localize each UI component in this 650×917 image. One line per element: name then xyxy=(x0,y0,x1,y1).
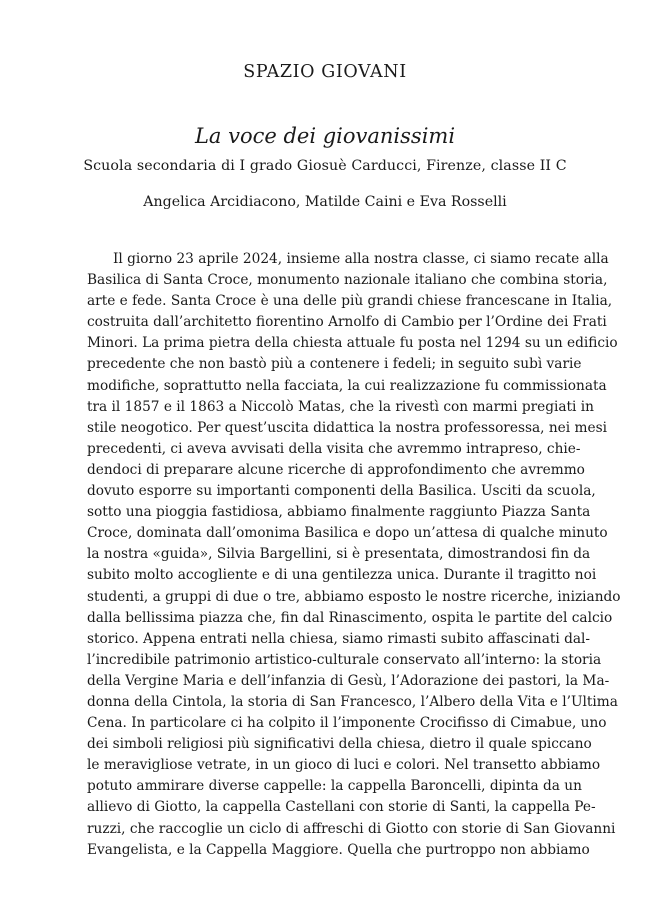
body-line: l’incredibile patrimonio artistico-culturale conservato all’interno: la storia xyxy=(87,651,602,668)
body-line: studenti, a gruppi di due o tre, abbiamo esposto le nostre ricerche, iniziando xyxy=(87,588,621,605)
body-line: dovuto esporre su importanti componenti della Basilica. Usciti da scuola, xyxy=(87,483,596,500)
body-line: precedenti, ci aveva avvisati della visita che avremmo intrapreso, chie- xyxy=(87,440,581,457)
body-line: subito molto accogliente e di una gentilezza unica. Durante il tragitto noi xyxy=(87,567,597,584)
article-title: La voce dei giovanissimi xyxy=(194,124,456,148)
body-line: stile neogotico. Per quest’uscita didattica la nostra professoressa, nei mesi xyxy=(87,419,607,436)
body-line: arte e fede. Santa Croce è una delle più grandi chiese francescane in Italia, xyxy=(87,293,613,310)
body-line: costruita dall’architetto fiorentino Arnolfo di Cambio per l’Ordine dei Frati xyxy=(87,314,607,331)
body-line: potuto ammirare diverse cappelle: la cappella Baroncelli, dipinta da un xyxy=(87,778,582,795)
body-line: modifiche, soprattutto nella facciata, la cui realizzazione fu commissionata xyxy=(87,377,607,394)
body-line: Croce, dominata dall’omonima Basilica e dopo un’attesa di qualche minuto xyxy=(87,525,608,542)
body-line: dendoci di preparare alcune ricerche di approfondimento che avremmo xyxy=(87,461,585,478)
body-line: Basilica di Santa Croce, monumento nazionale italiano che combina storia, xyxy=(87,272,608,289)
section-header: SPAZIO GIOVANI xyxy=(243,62,407,82)
body-line: sotto una pioggia fastidiosa, abbiamo finalmente raggiunto Piazza Santa xyxy=(87,504,591,521)
body-line: allievo di Giotto, la cappella Castellani con storie di Santi, la cappella Pe- xyxy=(87,799,596,816)
body-line: dei simboli religiosi più significativi della chiesa, dietro il quale spiccano xyxy=(87,736,592,753)
body-line: della Vergine Maria e dell’infanzia di Gesù, l’Adorazione dei pastori, la Ma- xyxy=(87,672,610,689)
article-subtitle: Scuola secondaria di I grado Giosuè Carducci, Firenze, classe II C xyxy=(83,158,567,174)
body-line: Il giorno 23 aprile 2024, insieme alla nostra classe, ci siamo recate alla xyxy=(113,251,609,267)
body-line: storico. Appena entrati nella chiesa, siamo rimasti subito affascinati dal- xyxy=(87,630,591,647)
body-line: dalla bellissima piazza che, fin dal Rinascimento, ospita le partite del calcio xyxy=(87,609,613,626)
body-line: donna della Cintola, la storia di San Francesco, l’Albero della Vita e l’Ultima xyxy=(87,693,618,710)
body-line: precedente che non bastò più a contenere i fedeli; in seguito subì varie xyxy=(87,356,582,373)
body-line: Cena. In particolare ci ha colpito il l’imponente Crocifisso di Cimabue, uno xyxy=(87,715,607,732)
article-body xyxy=(87,249,621,861)
body-line: la nostra «guida», Silvia Bargellini, si è presentata, dimostrandosi fin da xyxy=(87,546,591,563)
body-line: ruzzi, che raccoglie un ciclo di affreschi di Giotto con storie di San Giovanni xyxy=(87,820,616,837)
body-line: Evangelista, e la Cappella Maggiore. Quella che purtroppo non abbiamo xyxy=(87,841,590,858)
body-line: tra il 1857 e il 1863 a Niccolò Matas, che la rivestì con marmi pregiati in xyxy=(87,398,594,415)
article-authors: Angelica Arcidiacono, Matilde Caini e Eva Rosselli xyxy=(143,194,507,210)
body-line: Minori. La prima pietra della chiesta attuale fu posta nel 1294 su un edificio xyxy=(87,335,618,352)
body-line: le meravigliose vetrate, in un gioco di luci e colori. Nel transetto abbiamo xyxy=(87,757,601,774)
